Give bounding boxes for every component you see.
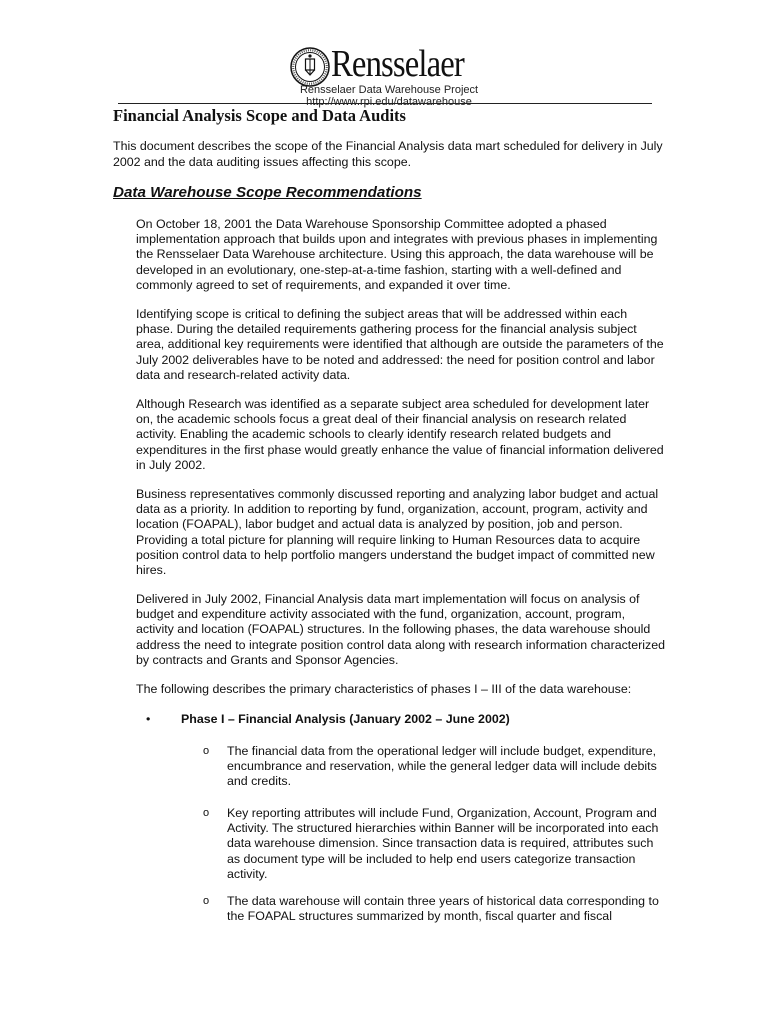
project-url[interactable]: http://www.rpi.edu/datawarehouse [306,96,472,108]
body-paragraph: Identifying scope is critical to defining the subject areas that will be addressed within each phase. During the detailed requirements gathering process for the financial analysis subject area, additional key requirements were identified that although are outside the parameters of the July 2002 deliverables have to be noted and addressed: the need for position control and labor data and research-related activity data. [136,307,664,382]
body-paragraph: Delivered in July 2002, Financial Analysis data mart implementation will focus on analysis of budget and expenditure activity associated with the fund, organization, account, program, activity and location (FOAPAL) structures. In the following phases, the data warehouse should address the need to integrate position control data along with research information characterized by contracts and Grants and Sponsor Agencies. [136,592,665,667]
letterhead [0,42,770,108]
intro-paragraph: This document describes the scope of the Financial Analysis data mart scheduled for delivery in July 2002 and the data auditing issues affecting this scope. [113,139,663,169]
sub-bullet-item: The financial data from the operational ledger will include budget, expenditure, encumbrance and reservation, while the general ledger data will include debits and credits. [227,744,657,789]
body-paragraph: Business representatives commonly discussed reporting and analyzing labor budget and actual data as a priority. In addition to reporting by fund, organization, account, program, activity and location (FOAPAL), labor budget and actual data is analyzed by position, job and person. Providing a total picture for planning will require linking to Human Resources data to acquire position control data to help portfolio mangers understand the budget impact of committed new hires. [136,487,659,578]
rensselaer-seal-icon [290,47,330,87]
project-name: Rensselaer Data Warehouse Project [299,84,479,96]
document-title: Financial Analysis Scope and Data Audits [113,106,406,125]
header-divider [118,103,652,104]
body-paragraph: Although Research was identified as a separate subject area scheduled for development later on, the academic schools focus a great deal of their financial analysis on research related activity. Enabling the academic schools to clearly identify research related budgets and expenditures in the first phase would greatly enhance the value of financial information delivered in July 2002. [136,397,664,472]
body-paragraph: The following describes the primary characteristics of phases I – III of the data warehouse: [136,682,632,696]
bullet-marker: • [146,712,151,726]
sub-bullet-item: The data warehouse will contain three years of historical data corresponding to the FOAPAL structures summarized by month, fiscal quarter and fiscal [227,894,659,924]
sub-bullet-marker: o [203,807,210,819]
sub-bullet-marker: o [203,745,210,757]
phase-heading: Phase I – Financial Analysis (January 2002 – June 2002) [181,712,510,726]
body-paragraph: On October 18, 2001 the Data Warehouse Sponsorship Committee adopted a phased implementation approach that builds upon and integrates with previous phases in implementing the Rensselaer Data Warehouse architecture. Using this approach, the data warehouse will be developed in an evolutionary, one-step-at-a-time fashion, starting with a well-defined and commonly agreed to set of requirements, and expanded it over time. [136,217,658,292]
wordmark: Rensselaer [331,43,464,85]
section-heading: Data Warehouse Scope Recommendations [113,184,422,201]
sub-bullet-marker: o [203,895,210,907]
sub-bullet-item: Key reporting attributes will include Fund, Organization, Account, Program and Activity. The structured hierarchies within Banner will be incorporated into each data warehouse dimension. Since transaction data is required, attributes such as document type will be included to help end users categorize transaction activity. [227,806,659,881]
